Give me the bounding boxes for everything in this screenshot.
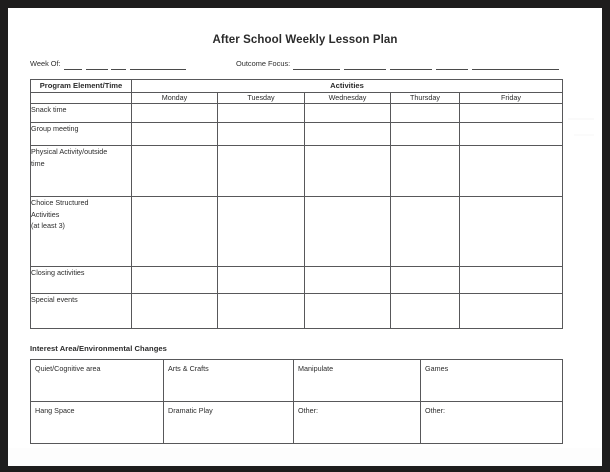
- cell-group-wednesday[interactable]: [305, 123, 391, 146]
- interest-cell-quiet-cognitive-area[interactable]: Quiet/Cognitive area: [31, 360, 164, 402]
- cell-special-wednesday[interactable]: [305, 294, 391, 329]
- interest-area-heading: Interest Area/Environmental Changes: [30, 344, 167, 353]
- row-label-line-1: Physical Activity/outside: [31, 147, 108, 156]
- table-header-row-2: [31, 93, 563, 104]
- table-row: [31, 104, 563, 123]
- interest-cell-manipulate[interactable]: Manipulate: [294, 360, 421, 402]
- outcome-focus-label: Outcome Focus:: [236, 59, 291, 68]
- scan-smudge: [568, 118, 594, 120]
- cell-physical-wednesday[interactable]: [305, 146, 391, 197]
- week-of-label: Week Of:: [30, 59, 61, 68]
- cell-snack-friday[interactable]: [460, 104, 563, 123]
- interest-cell-other-1[interactable]: Other:: [294, 402, 421, 444]
- header-day-monday: Monday: [132, 93, 218, 104]
- table-row: [31, 146, 563, 197]
- row-label-closing-activities: Closing activities: [31, 267, 132, 294]
- weekly-plan-table: [30, 79, 563, 329]
- header-day-thursday: Thursday: [391, 93, 460, 104]
- row-label-line-2: Activities: [31, 209, 60, 219]
- cell-physical-monday[interactable]: [132, 146, 218, 197]
- outcome-focus-field[interactable]: [236, 59, 559, 70]
- interest-cell-hang-space[interactable]: Hang Space: [31, 402, 164, 444]
- header-day-wednesday: Wednesday: [305, 93, 391, 104]
- cell-choice-thursday[interactable]: [391, 197, 460, 267]
- cell-choice-friday[interactable]: [460, 197, 563, 267]
- cell-group-monday[interactable]: [132, 123, 218, 146]
- row-label-choice-structured-activities: [31, 197, 132, 267]
- week-of-input-rule[interactable]: [64, 60, 186, 70]
- page-title: After School Weekly Lesson Plan: [212, 34, 398, 46]
- cell-special-tuesday[interactable]: [218, 294, 305, 329]
- cell-special-thursday[interactable]: [391, 294, 460, 329]
- table-row: [31, 267, 563, 294]
- form-meta-row: [8, 59, 602, 75]
- cell-closing-monday[interactable]: [132, 267, 218, 294]
- cell-special-monday[interactable]: [132, 294, 218, 329]
- row-label-group-meeting: Group meeting: [31, 123, 132, 146]
- header-activities: Activities: [132, 80, 563, 93]
- cell-physical-thursday[interactable]: [391, 146, 460, 197]
- cell-snack-monday[interactable]: [132, 104, 218, 123]
- table-row: [31, 402, 563, 444]
- table-header-row-1: [31, 80, 563, 93]
- scan-smudge: [574, 134, 594, 136]
- cell-choice-wednesday[interactable]: [305, 197, 391, 267]
- row-label-snack-time: Snack time: [31, 104, 132, 123]
- row-label-line-1: Choice Structured: [31, 198, 89, 207]
- cell-special-friday[interactable]: [460, 294, 563, 329]
- header-program-element: Program Element/Time: [31, 80, 132, 93]
- interest-cell-arts-and-crafts[interactable]: Arts & Crafts: [164, 360, 294, 402]
- table-row: [31, 123, 563, 146]
- table-row: [31, 360, 563, 402]
- row-label-special-events: Special events: [31, 294, 132, 329]
- cell-group-thursday[interactable]: [391, 123, 460, 146]
- table-row: [31, 197, 563, 267]
- cell-closing-thursday[interactable]: [391, 267, 460, 294]
- cell-choice-monday[interactable]: [132, 197, 218, 267]
- cell-closing-wednesday[interactable]: [305, 267, 391, 294]
- cell-snack-thursday[interactable]: [391, 104, 460, 123]
- interest-area-table: [30, 359, 563, 444]
- cell-closing-tuesday[interactable]: [218, 267, 305, 294]
- row-label-line-3: (at least 3): [31, 221, 65, 230]
- cell-group-tuesday[interactable]: [218, 123, 305, 146]
- interest-cell-games[interactable]: Games: [421, 360, 563, 402]
- cell-physical-tuesday[interactable]: [218, 146, 305, 197]
- outcome-focus-input-rule[interactable]: [293, 60, 559, 70]
- cell-group-friday[interactable]: [460, 123, 563, 146]
- header-day-friday: Friday: [460, 93, 563, 104]
- cell-closing-friday[interactable]: [460, 267, 563, 294]
- document-page: [8, 8, 602, 466]
- scan-smudge: [8, 448, 602, 466]
- cell-snack-tuesday[interactable]: [218, 104, 305, 123]
- cell-physical-friday[interactable]: [460, 146, 563, 197]
- cell-snack-wednesday[interactable]: [305, 104, 391, 123]
- interest-cell-other-2[interactable]: Other:: [421, 402, 563, 444]
- interest-cell-dramatic-play[interactable]: Dramatic Play: [164, 402, 294, 444]
- row-label-physical-activity: [31, 146, 132, 197]
- row-label-line-2: time: [31, 158, 45, 168]
- header-day-tuesday: Tuesday: [218, 93, 305, 104]
- week-of-field[interactable]: [30, 59, 186, 70]
- table-row: [31, 294, 563, 329]
- header-corner-blank: [31, 93, 132, 104]
- cell-choice-tuesday[interactable]: [218, 197, 305, 267]
